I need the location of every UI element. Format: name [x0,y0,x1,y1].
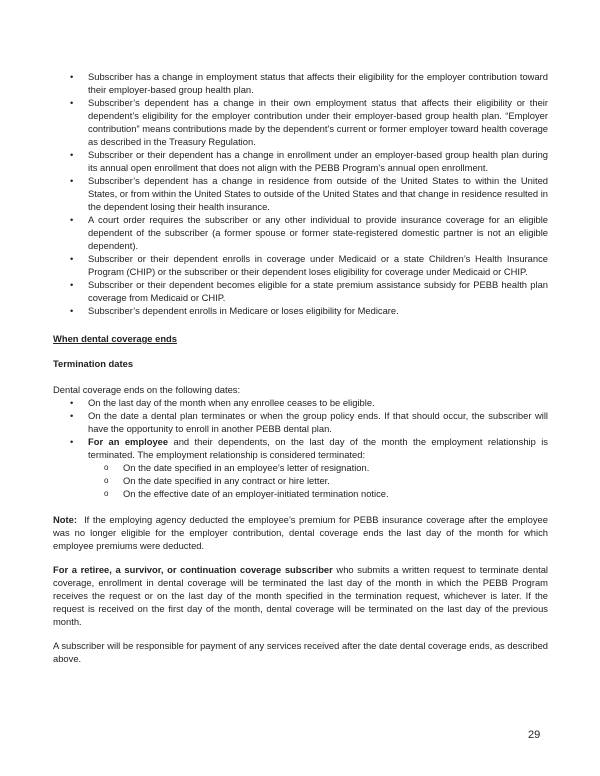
events-list [53,70,548,317]
intro-text: Dental coverage ends on the following dates: [53,384,241,395]
bullet-icon: • [70,436,74,447]
list-item [53,213,548,252]
list-item [53,70,548,96]
bullet-icon: • [70,397,74,408]
list-item [53,252,548,278]
list-item-text: On the date a dental plan terminates or when the group policy ends. If that should occur, the subscriber will have the opportunity to enroll in another PEBB dental plan. [88,410,548,434]
section-heading: When dental coverage ends [53,333,177,344]
bold-lead: For a retiree, a survivor, or continuation coverage subscriber [53,564,333,575]
circle-bullet-icon: o [104,463,109,472]
note-paragraph [53,513,551,552]
list-item [53,304,548,317]
paragraph-text: who submits a written request to terminate dental coverage, enrollment in dental coverage will be terminated the last day of the month in which the PEBB Program receives the request or on the last day of the month specified in the termination request, whichever is later. If the request is received on the first day of the month, dental coverage will be terminated on the last day of the previous month. [53,564,548,627]
bullet-icon: • [70,214,74,225]
subheading: Termination dates [53,358,134,369]
list-item-text: On the effective date of an employer-initiated termination notice. [123,488,389,499]
bullet-icon: • [70,279,74,290]
bullet-icon: • [70,97,74,108]
bullet-icon: • [70,305,74,316]
list-item [53,174,548,213]
page-number: 29 [528,729,541,741]
list-item-text: On the date specified in any contract or hire letter. [123,475,330,486]
payment-paragraph: A subscriber will be responsible for payment of any services received after the date dental coverage ends, as described above. [53,640,548,664]
note-text: If the employing agency deducted the employee’s premium for PEBB insurance coverage after the employee was no longer eligible for the employer contribution, dental coverage ends the last day of the month for which employee premiums were deducted. [53,514,551,551]
bullet-icon: • [70,253,74,264]
circle-bullet-icon: o [104,489,109,498]
sub-list-item [53,461,548,474]
list-item [53,409,548,435]
list-item [53,396,548,409]
sub-list-item [53,487,548,500]
list-item [53,278,548,304]
bold-lead: For an employee [88,436,169,447]
list-item [53,435,548,461]
list-item-text: A court order requires the subscriber or any other individual to provide insurance coverage for an eligible dependent of the subscriber (a former spouse or former state-registered domestic partner is not an eligible dependent). [88,214,548,251]
list-item-text: Subscriber or their dependent has a change in enrollment under an employer-based group health plan during its annual open enrollment that does not align with the PEBB Program’s annual open enrollment. [88,149,548,173]
bullet-icon: • [70,71,74,82]
bullet-icon: • [70,149,74,160]
list-item-text: Subscriber or their dependent becomes eligible for a state premium assistance subsidy for PEBB health plan coverage from Medicaid or CHIP. [88,279,548,303]
list-item-text: Subscriber’s dependent has a change in residence from outside of the United States to within the United States, or from within the United States to outside of the United States and that change in residence resulted in the dependent losing their health insurance. [88,175,548,212]
circle-bullet-icon: o [104,476,109,485]
list-item-text: On the last day of the month when any enrollee ceases to be eligible. [88,397,375,408]
list-item-text: and their dependents, on the last day of the month the employment relationship is terminated. The employment relationship is considered terminated: [88,436,548,460]
list-item-text: Subscriber’s dependent has a change in their own employment status that affects their eligibility or their dependent’s eligibility for the employer contribution under their employer-based group health plan. “Employer contribution” means contributions made by the dependent’s current or former employer toward health coverage as described in the Treasury Regulation. [88,97,548,147]
sub-list-item [53,474,548,487]
list-item [53,148,548,174]
list-item-text: Subscriber has a change in employment status that affects their eligibility for the employer contribution toward their employer-based group health plan. [88,71,548,95]
list-item-text: Subscriber or their dependent enrolls in coverage under Medicaid or a state Children’s Health Insurance Program (CHIP) or the subscriber or their dependent loses eligibility for coverage under Medicaid or CHIP. [88,253,548,277]
termination-dates [53,383,548,500]
note-label: Note: [53,514,77,525]
bullet-icon: • [70,410,74,421]
list-item [53,96,548,148]
list-item-text: On the date specified in an employee’s letter of resignation. [123,462,370,473]
list-item-text: Subscriber’s dependent enrolls in Medicare or loses eligibility for Medicare. [88,305,399,316]
retiree-paragraph [53,563,548,628]
bullet-icon: • [70,175,74,186]
